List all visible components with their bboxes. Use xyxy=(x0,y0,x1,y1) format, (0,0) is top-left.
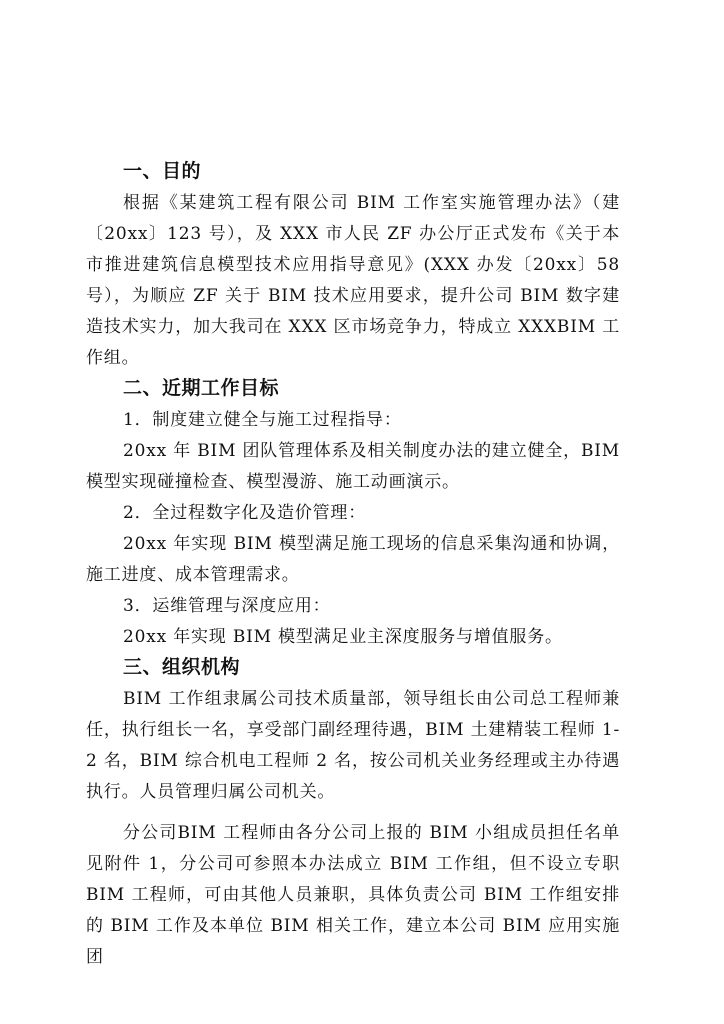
goal-item-text: 20xx 年实现 BIM 模型满足施工现场的信息采集沟通和协调，施工进度、成本管理需求。 xyxy=(86,534,620,585)
goal-item-title: 1．制度建立健全与施工过程指导： xyxy=(123,410,402,430)
goal-item-text: 20xx 年实现 BIM 模型满足业主深度服务与增值服务。 xyxy=(123,627,563,647)
document-body xyxy=(86,157,620,973)
goal-item-text: 20xx 年 BIM 团队管理体系及相关制度办法的建立健全，BIM 模型实现碰撞检查、模型漫游、施工动画演示。 xyxy=(86,441,620,492)
paragraph-organization-2: 分公司BIM 工程师由各分公司上报的 BIM 小组成员担任名单见附件 1，分公司可参照本办法成立 BIM 工作组，但不设立专职 BIM 工程师，可由其他人员兼职，具体负责公司 BIM 工作组安排的 BIM 工作及本单位 BIM 相关工作，建立本公司 BIM 应用实施团 xyxy=(86,823,620,967)
goal-item-title: 3．运维管理与深度应用： xyxy=(123,596,331,616)
paragraph-organization-1: BIM 工作组隶属公司技术质量部，领导组长由公司总工程师兼任，执行组长一名，享受部门副经理待遇，BIM 土建精装工程师 1-2 名，BIM 综合机电工程师 2 名，按公司机关业务经理或主办待遇执行。人员管理归属公司机关。 xyxy=(86,689,620,802)
section-heading-organization: 三、组织机构 xyxy=(123,656,241,678)
section-heading-purpose: 一、目的 xyxy=(123,160,202,182)
paragraph-purpose: 根据《某建筑工程有限公司 BIM 工作室实施管理办法》（建〔20xx〕123 号），及 XXX 市人民 ZF 办公厅正式发布《关于本市推进建筑信息模型技术应用指导意见》(XXX 办发〔20xx〕58 号），为顺应 ZF 关于 BIM 技术应用要求，提升公司 BIM 数字建造技术实力，加大我司在 XXX 区市场竞争力，特成立 XXXBIM 工作组。 xyxy=(86,193,620,368)
section-heading-goals: 二、近期工作目标 xyxy=(123,377,280,399)
goal-item-title: 2．全过程数字化及造价管理： xyxy=(123,503,367,523)
